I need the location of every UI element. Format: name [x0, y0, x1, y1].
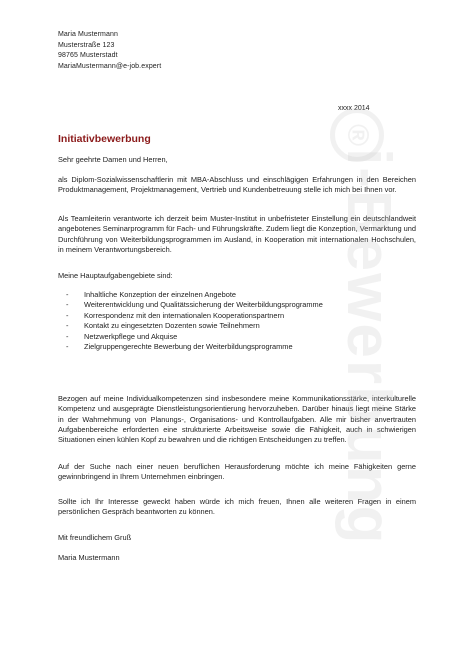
sender-email: MariaMustermann@e-job.expert: [58, 62, 162, 70]
list-dash-marker: -: [66, 290, 69, 299]
watermark-text: i-Bewerbung: [334, 148, 403, 546]
task-text: Inhaltliche Konzeption der einzelnen Angebote: [84, 290, 237, 299]
sender-name: Maria Mustermann: [58, 31, 118, 38]
intro-paragraph: als Diplom-Sozialwissenschaftlerin mit MBA-Abschluss und einschlägigen Erfahrungen in den Bereichen Produktmanagement, Projektmanagement, Vertrieb und Kundenbetreuung stelle ich mich bei Ihnen vor.: [58, 175, 416, 195]
list-dash-marker: -: [66, 331, 69, 341]
task-list-item: [58, 290, 416, 300]
list-dash-marker: -: [66, 342, 69, 352]
task-text: Netzwerkpflege und Akquise: [84, 331, 178, 341]
task-text: Zielgruppengerechte Bewerbung der Weiterbildungsprogramme: [84, 342, 293, 352]
tasks-intro: Meine Hauptaufgabengebiete sind:: [58, 271, 173, 280]
list-dash-marker: -: [66, 300, 69, 310]
task-list-item: [58, 342, 416, 352]
sender-city: 98765 Musterstadt: [58, 52, 118, 59]
sender-street: Musterstraße 123: [58, 41, 115, 49]
task-text: Weiterentwicklung und Qualitätssicherung der Weiterbildungsprogramme: [84, 300, 323, 310]
list-dash-marker: -: [66, 321, 69, 331]
list-dash-marker: -: [66, 310, 69, 320]
interest-paragraph: Sollte ich Ihr Interesse geweckt haben würde ich mich freuen, Ihnen alle weiteren Fragen in einem persönlichen Gespräch beantworten zu können.: [58, 497, 416, 517]
task-text: Korrespondenz mit den internationalen Kooperationspartnern: [84, 310, 285, 320]
letter-date: xxxx 2014: [338, 105, 370, 112]
signature-name: Maria Mustermann: [58, 553, 120, 562]
salutation: Sehr geehrte Damen und Herren,: [58, 155, 168, 164]
task-text: Kontakt zu eingesetzten Dozenten sowie Teilnehmern: [84, 321, 260, 331]
task-list: [58, 290, 416, 352]
task-list-item: [58, 321, 416, 331]
letter-subject: Initiativbewerbung: [58, 133, 151, 145]
registered-trademark-icon: ®: [330, 108, 384, 162]
sender-address-block: [58, 30, 161, 72]
closing-formula: Mit freundlichem Gruß: [58, 533, 132, 542]
task-list-item: [58, 300, 416, 310]
search-paragraph: Auf der Suche nach einer neuen beruflichen Herausforderung möchte ich meine Fähigkeiten gerne gewinnbringend in Ihrem Unternehmen einbringen.: [58, 462, 416, 482]
task-list-item: [58, 311, 416, 321]
role-paragraph: Als Teamleiterin verantworte ich derzeit beim Muster-Institut in unbefristeter Einstellung ein deutschlandweit angebotenes Seminarprogramm für Fach- und Führungskräfte. Zudem liegt die Konzeption, Vermarktung und Durchführung von Weiterbildungsprogrammen im Ausland, in Kooperation mit internationalen Hochschulen, in meinem Verantwortungsbereich.: [58, 214, 416, 254]
competence-paragraph: Bezogen auf meine Individualkompetenzen sind insbesondere meine Kommunikationsstärke, interkulturelle Kompetenz und ausgeprägte Dienstleistungsorientierung hervorzuheben. Darüber hinaus liegt meine Stärke in der Wahrnehmung von Planungs-, Organisations- und Kontrollaufgaben. Alle mir bisher anvertrauten Aufgabenbereiche erforderten eine strukturierte Arbeitsweise sowie die Fähigkeit, auch in schwierigen Situationen einen kühlen Kopf zu bewahren und die richtigen Entscheidungen zu treffen.: [58, 394, 416, 445]
task-list-item: [58, 332, 416, 342]
